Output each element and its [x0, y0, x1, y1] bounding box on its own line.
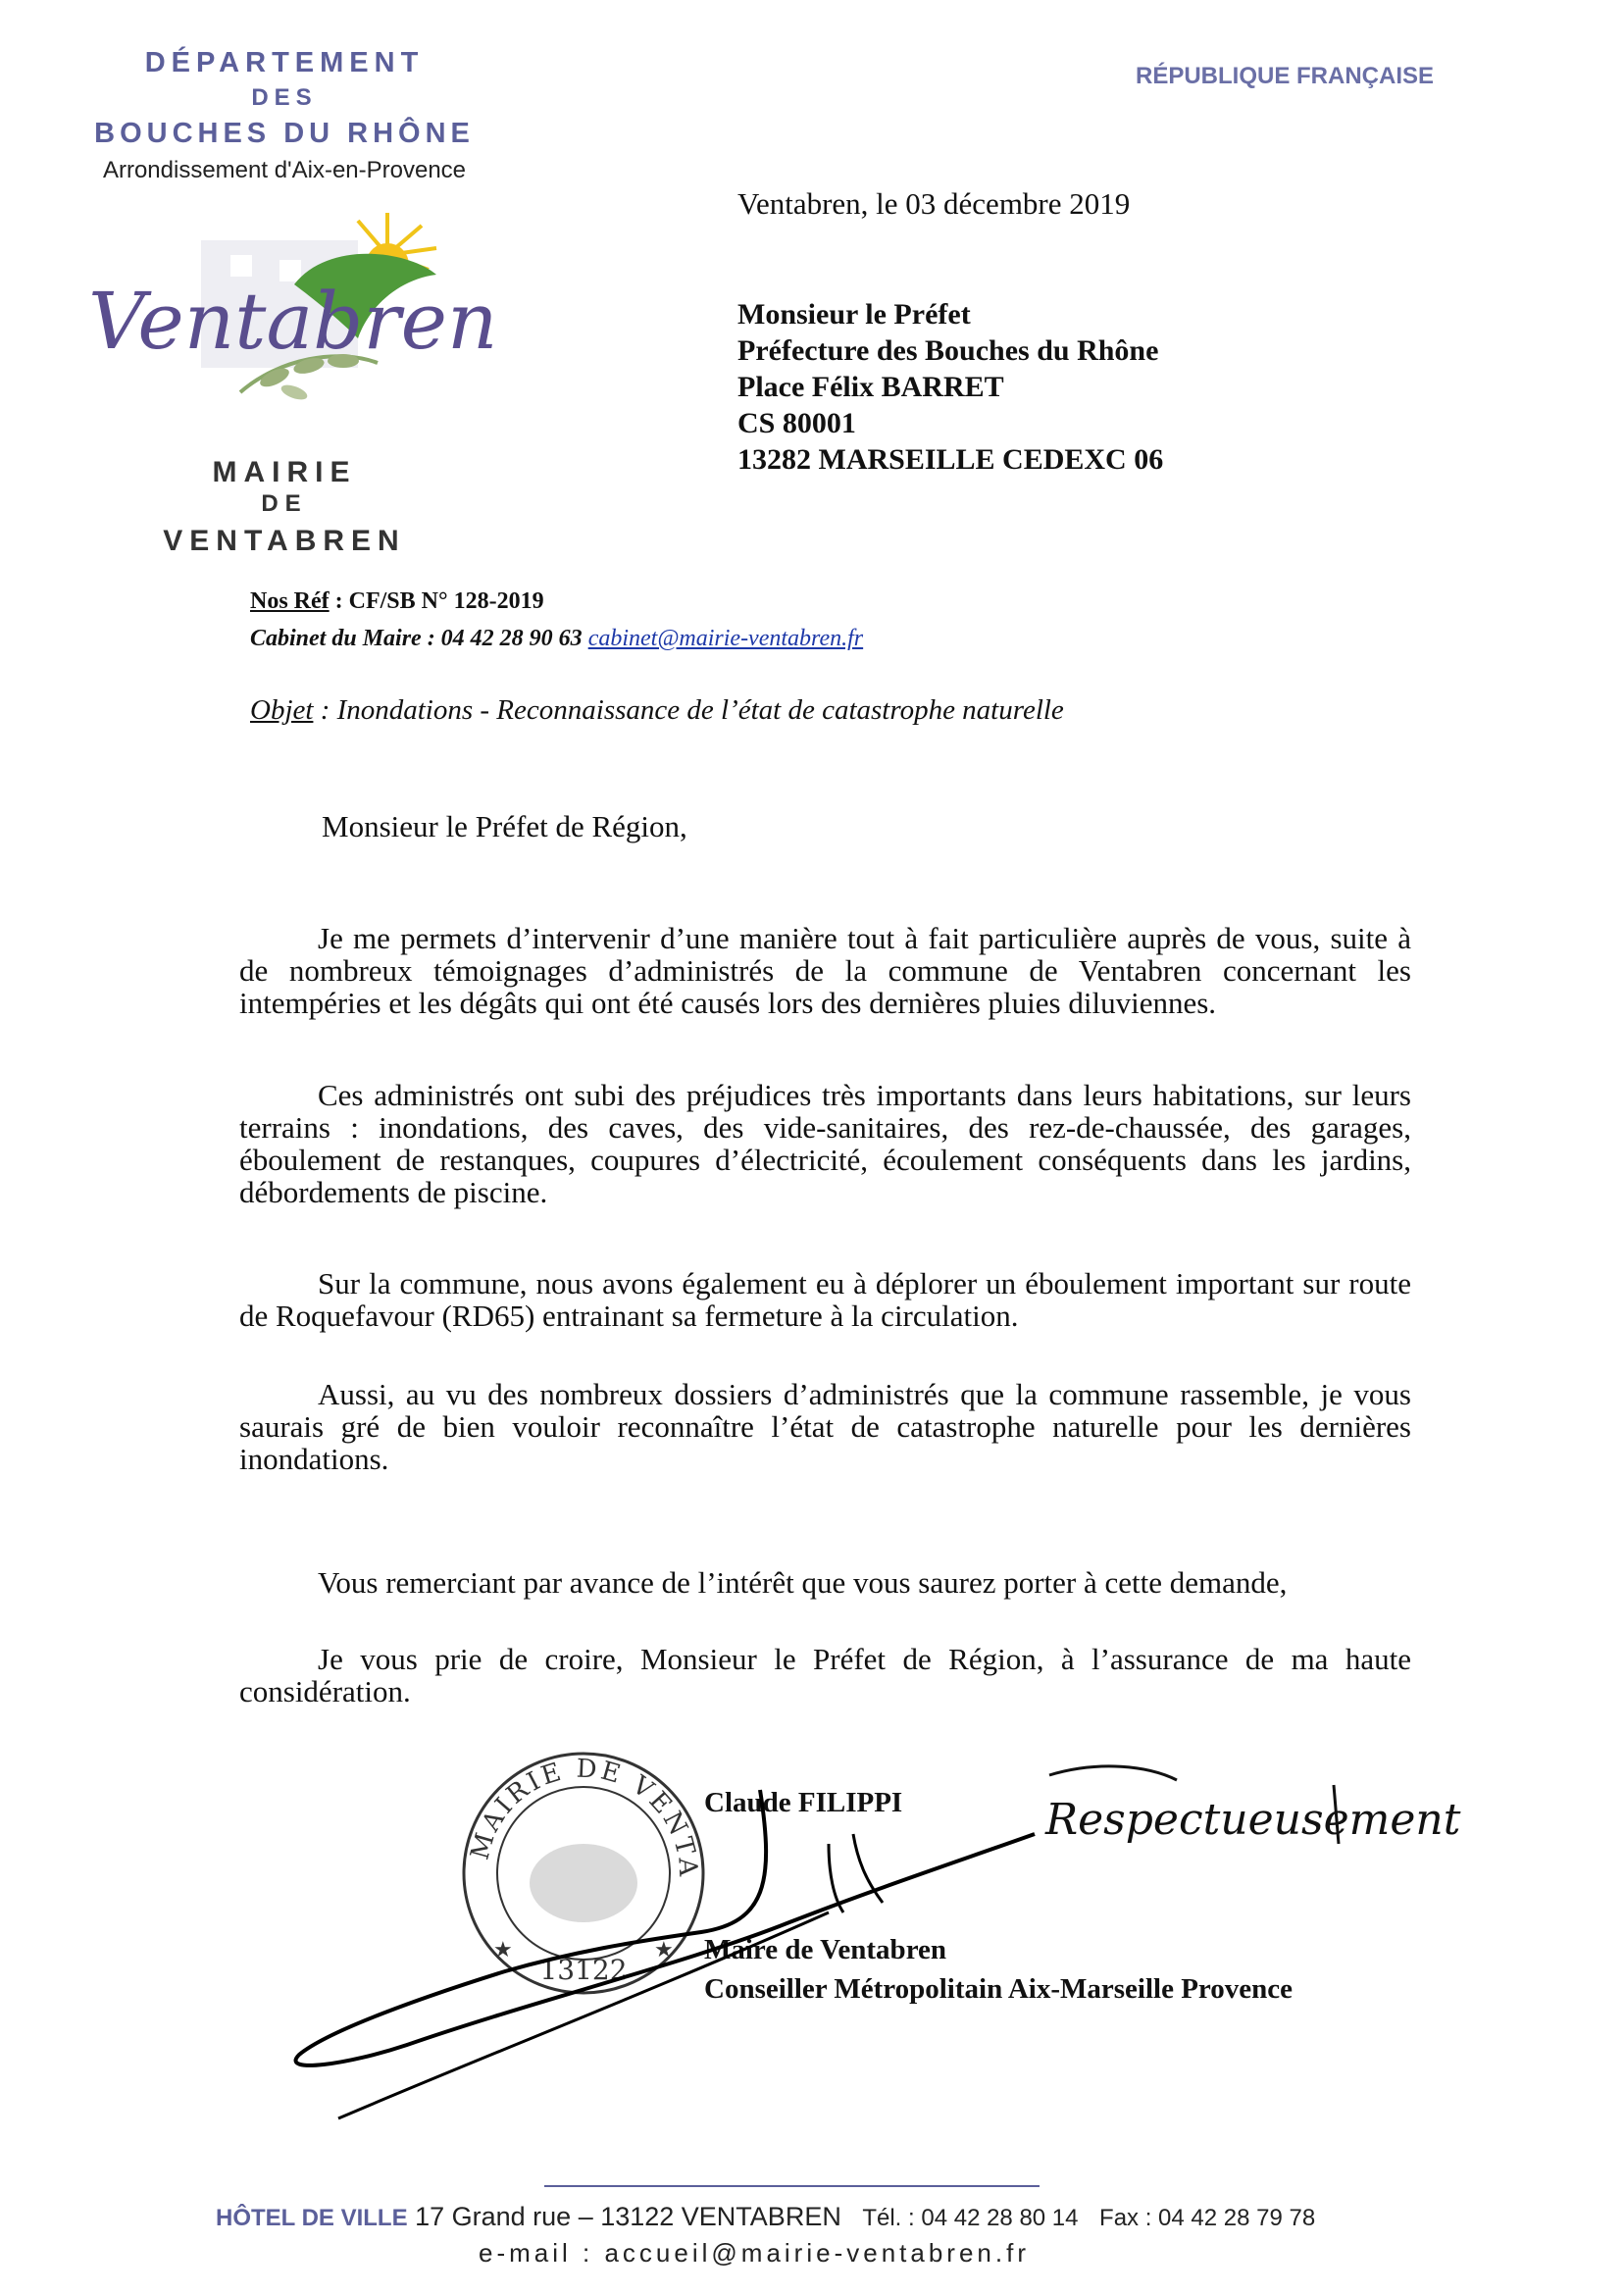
paragraph-5: [239, 1566, 1411, 1599]
signatory-title: Maire de Ventabren: [704, 1934, 947, 1965]
handwritten-note: [1040, 1756, 1461, 1863]
paragraph-6: [239, 1643, 1411, 1708]
svg-text:MAIRIE DE VENTABREN: MAIRIE DE VENTA: [465, 1754, 703, 1880]
recipient-line: 13282 MARSEILLE CEDEXC 06: [737, 443, 1164, 476]
svg-text:★: ★: [654, 1937, 674, 1962]
handwritten-signature: [279, 1765, 1044, 2138]
paragraph-3: [239, 1267, 1411, 1332]
department-title: DÉPARTEMENT: [144, 47, 425, 78]
paragraph-text: Aussi, au vu des nombreux dossiers d’administrés que la commune rassemble, je vous saurais gré de bien vouloir reconnaître l’état de catastrophe naturelle pour les dernières inondations.: [239, 1377, 1411, 1476]
footer-phone: Tél. : 04 42 28 80 14: [862, 2205, 1079, 2231]
paragraph-text: Ces administrés ont subi des préjudices très importants dans leurs habitations, sur leurs terrains : inondations, des caves, des vide-sanitaires, des rez-de-chaussée, des garages, éboulement de restanques, coupures d’électricité, écoulement conséquents dans les jardins, débordements de piscine.: [239, 1078, 1411, 1209]
objet-value: : Inondations - Reconnaissance de l’état de catastrophe naturelle: [313, 694, 1064, 726]
stamp-postcode: 13122: [539, 1954, 628, 1986]
recipient-line: Place Félix BARRET: [737, 371, 1004, 403]
cabinet-line: [250, 626, 863, 652]
signatory-title-2: Conseiller Métropolitain Aix-Marseille Provence: [704, 1973, 1294, 2005]
cabinet-email-link[interactable]: cabinet@mairie-ventabren.fr: [587, 626, 864, 651]
paragraph-1: [239, 922, 1411, 1019]
handwritten-text: Respectueusement: [1045, 1795, 1461, 1845]
footer-hotel-label: HÔTEL DE VILLE: [216, 2205, 408, 2231]
cabinet-phone: Cabinet du Maire : 04 42 28 90 63: [250, 626, 588, 651]
footer-email[interactable]: e-mail : accueil@mairie-ventabren.fr: [479, 2238, 1030, 2268]
svg-text:★: ★: [493, 1937, 513, 1962]
objet-line: [250, 694, 1064, 727]
salutation: Monsieur le Préfet de Région,: [322, 809, 687, 843]
signatory-name: Claude FILIPPI: [704, 1787, 903, 1818]
recipient-line: CS 80001: [737, 407, 856, 439]
objet-label: Objet: [250, 694, 314, 726]
mairie-ventabren: VENTABREN: [163, 525, 406, 557]
ref-value: : CF/SB N° 128-2019: [329, 588, 544, 614]
footer-fax: Fax : 04 42 28 79 78: [1099, 2205, 1316, 2231]
footer-address: [216, 2202, 1315, 2232]
department-des: DES: [251, 84, 318, 111]
footer-divider: [544, 2185, 1040, 2187]
logo-wordmark: Ventabren: [88, 276, 498, 367]
recipient-line: Préfecture des Bouches du Rhône: [737, 334, 1159, 367]
paragraph-2: [239, 1079, 1411, 1208]
department-name: BOUCHES DU RHÔNE: [94, 118, 475, 149]
republique-francaise: RÉPUBLIQUE FRANÇAISE: [1136, 63, 1435, 89]
paragraph-text: Je vous prie de croire, Monsieur le Préfet de Région, à l’assurance de ma haute considération.: [239, 1642, 1411, 1708]
paragraph-4: [239, 1378, 1411, 1475]
reference-line: [250, 588, 544, 615]
mairie-title: MAIRIE: [212, 456, 357, 488]
place-date: Ventabren, le 03 décembre 2019: [737, 186, 1131, 221]
ref-label: Nos Réf: [250, 588, 330, 614]
arrondissement: Arrondissement d'Aix-en-Provence: [102, 157, 467, 183]
recipient-line: Monsieur le Préfet: [737, 298, 971, 331]
paragraph-text: Je me permets d’intervenir d’une manière tout à fait particulière auprès de vous, suite à de nombreux témoignages d’administrés de la commune de Ventabren concernant les intempéries et les dégâts qui ont été causés lors des dernières pluies diluviennes.: [239, 921, 1411, 1020]
paragraph-text: Vous remerciant par avance de l’intérêt que vous saurez porter à cette demande,: [318, 1565, 1288, 1600]
footer-street: 17 Grand rue – 13122 VENTABREN: [415, 2202, 841, 2231]
ventabren-logo: [83, 201, 498, 427]
mairie-de: DE: [261, 490, 308, 517]
paragraph-text: Sur la commune, nous avons également eu à déplorer un éboulement important sur route de Roquefavour (RD65) entrainant sa fermeture à la circulation.: [239, 1266, 1411, 1333]
recipient-address: [737, 296, 1163, 478]
